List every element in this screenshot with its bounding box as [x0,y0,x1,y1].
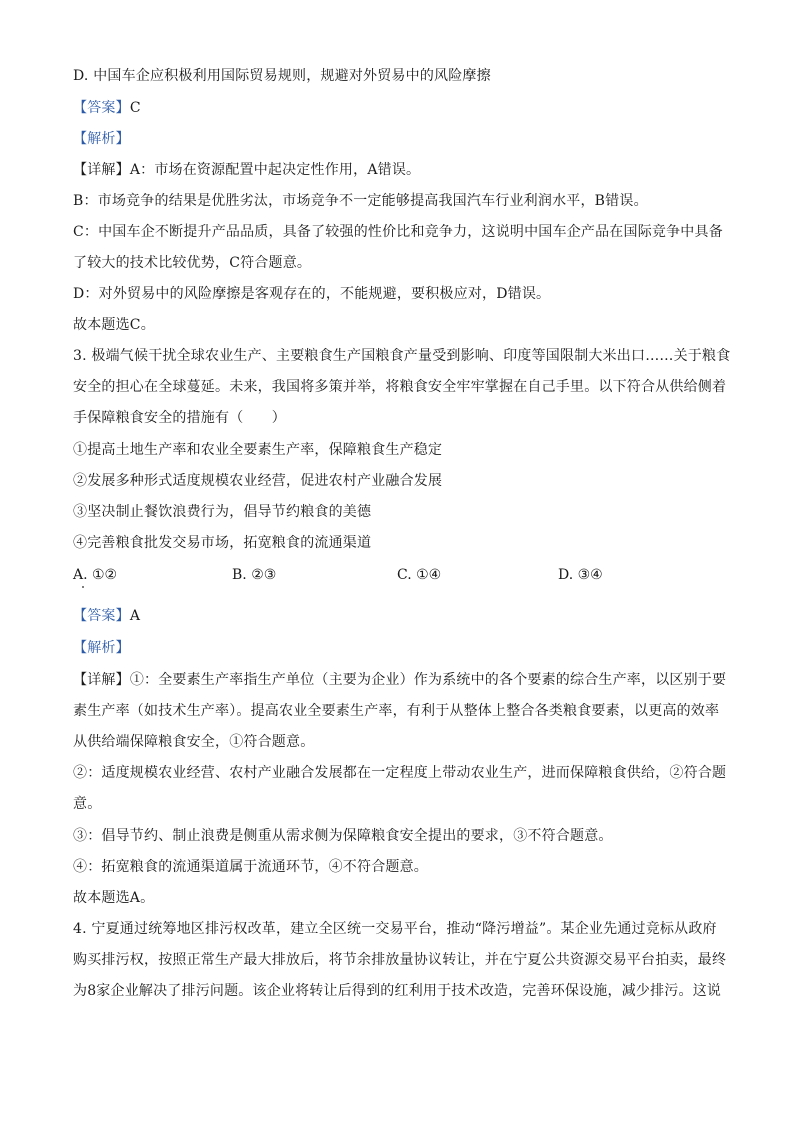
q3-detail-1c: 从供给端保障粮食安全，①符合题意。 [73,734,315,750]
q3-detail-1b: 素生产率（如技术生产率）。提高农业全要素生产率，有利于从整体上整合各类粮食要素，以更高的效率 [73,703,720,719]
q4-stem-2: 购买排污权，按照正常生产最大排放后，将节余排放量协议转让，并在宁夏公共资源交易平台拍卖，最终 [73,952,727,968]
q2-answer-line [73,98,141,118]
scan-dot [82,586,84,588]
q2-detail-b: B：市场竞争的结果是优胜劣汰，市场竞争不一定能够提高我国汽车行业利润水平，B错误。 [73,193,648,209]
q3-stem-1: 3. 极端气候干扰全球农业生产、主要粮食生产国粮食产量受到影响、印度等国限制大米出口……关于粮食 [73,348,731,364]
q2-detail-d: D：对外贸易中的风险摩擦是客观存在的，不能规避，要积极应对，D错误。 [73,286,551,302]
q3-item-3: ③坚决制止餐饮浪费行为，倡导节约粮食的美德 [73,504,372,520]
q4-stem-1: 4. 宁夏通过统筹地区排污权改革，建立全区统一交易平台，推动“降污增益”。某企业先通过竞标从政府 [73,921,717,937]
q3-detail-2b: 意。 [73,796,102,812]
q3-item-1: ①提高土地生产率和农业全要素生产率，保障粮食生产稳定 [73,442,443,458]
answer-tag: 【答案】 [73,608,130,624]
detail-tag: 【详解】 [73,162,130,178]
detail-text: A：市场在资源配置中起决定性作用，A错误。 [129,162,421,178]
q3-item-4: ④完善粮食批发交易市场，拓宽粮食的流通渠道 [73,535,372,551]
q3-conclusion: 故本题选A。 [73,890,155,906]
answer-value: A [129,608,141,624]
q2-detail-a [73,160,420,180]
q3-detail-4: ④：拓宽粮食的流通渠道属于流通环节，④不符合题意。 [73,859,428,875]
q2-detail-c-1: C：中国车企不断提升产品品质，具备了较强的性价比和竞争力，这说明中国车企产品在国际竞争中具备 [73,224,723,240]
q3-detail-1a [73,670,726,690]
q3-option-a: A. ①② [73,567,118,583]
q3-option-c: C. ①④ [397,567,442,583]
q4-stem-3: 为8家企业解决了排污问题。该企业将转让后得到的红利用于技术改造，完善环保设施，减少排污。这说 [73,983,722,999]
detail-text: ①：全要素生产率指生产单位（主要为企业）作为系统中的各个要素的综合生产率，以区别于要 [129,672,727,688]
q3-item-2: ②发展多种形式适度规模农业经营，促进农村产业融合发展 [73,473,443,489]
q2-conclusion: 故本题选C。 [73,317,155,333]
answer-value: C [129,100,141,116]
q2-detail-c-2: 了较大的技术比较优势，C符合题意。 [73,255,312,271]
q3-detail-3: ③：倡导节约、制止浪费是侧重从需求侧为保障粮食安全提出的要求，③不符合题意。 [73,828,613,844]
q3-detail-2a: ②：适度规模农业经营、农村产业融合发展都在一定程度上带动农业生产，进而保障粮食供给，②符合题 [73,765,727,781]
q3-option-b: B. ②③ [232,567,277,583]
q3-analysis-tag: 【解析】 [73,640,130,656]
q3-stem-2: 安全的担心在全球蔓延。未来，我国将多策并举，将粮食安全牢牢掌握在自己手里。以下符合从供给侧着 [73,379,727,395]
answer-tag: 【答案】 [73,100,130,116]
detail-tag: 【详解】 [73,672,130,688]
q2-analysis-tag: 【解析】 [73,131,130,147]
q3-answer-line [73,606,140,626]
q3-option-d: D. ③④ [558,567,603,583]
q3-stem-3: 手保障粮食安全的措施有（ ） [73,410,286,426]
q2-option-d: D. 中国车企应积极利用国际贸易规则，规避对外贸易中的风险摩擦 [73,68,491,84]
